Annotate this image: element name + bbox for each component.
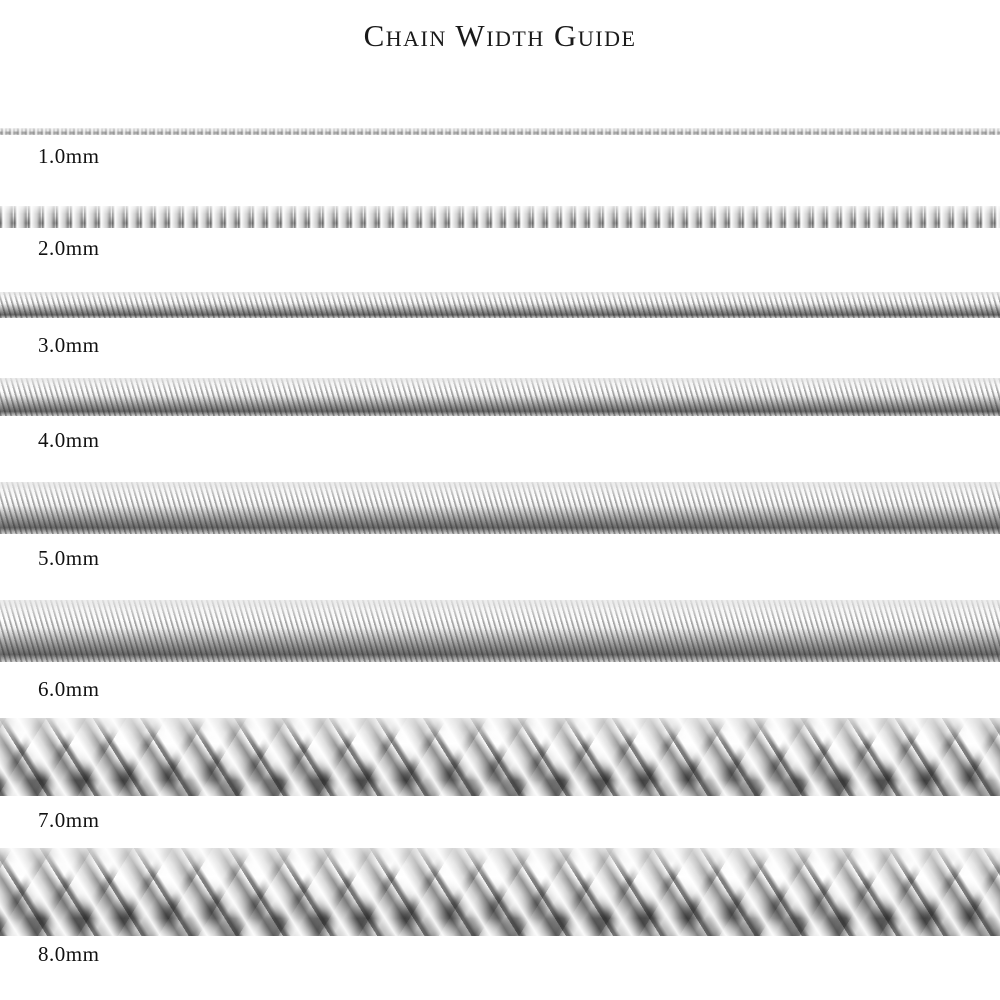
- chain-width-label: 7.0mm: [38, 808, 100, 832]
- chain-sample-3.0mm: [0, 292, 1000, 318]
- chain-sample-6.0mm: [0, 600, 1000, 662]
- chain-width-label: 4.0mm: [38, 428, 100, 452]
- chain-sample-7.0mm: [0, 718, 1000, 796]
- chain-width-label: 2.0mm: [38, 236, 100, 260]
- chain-width-label: 8.0mm: [38, 942, 100, 966]
- chain-sample-1.0mm: [0, 128, 1000, 135]
- chain-sample-4.0mm: [0, 378, 1000, 416]
- chain-width-label: 5.0mm: [38, 546, 100, 570]
- chain-width-label: 6.0mm: [38, 677, 100, 701]
- chain-sample-2.0mm: [0, 206, 1000, 228]
- chain-sample-8.0mm: [0, 848, 1000, 936]
- chain-width-label: 1.0mm: [38, 144, 100, 168]
- page-title: Chain Width Guide: [363, 18, 637, 53]
- chain-width-label: 3.0mm: [38, 333, 100, 357]
- chain-sample-5.0mm: [0, 482, 1000, 534]
